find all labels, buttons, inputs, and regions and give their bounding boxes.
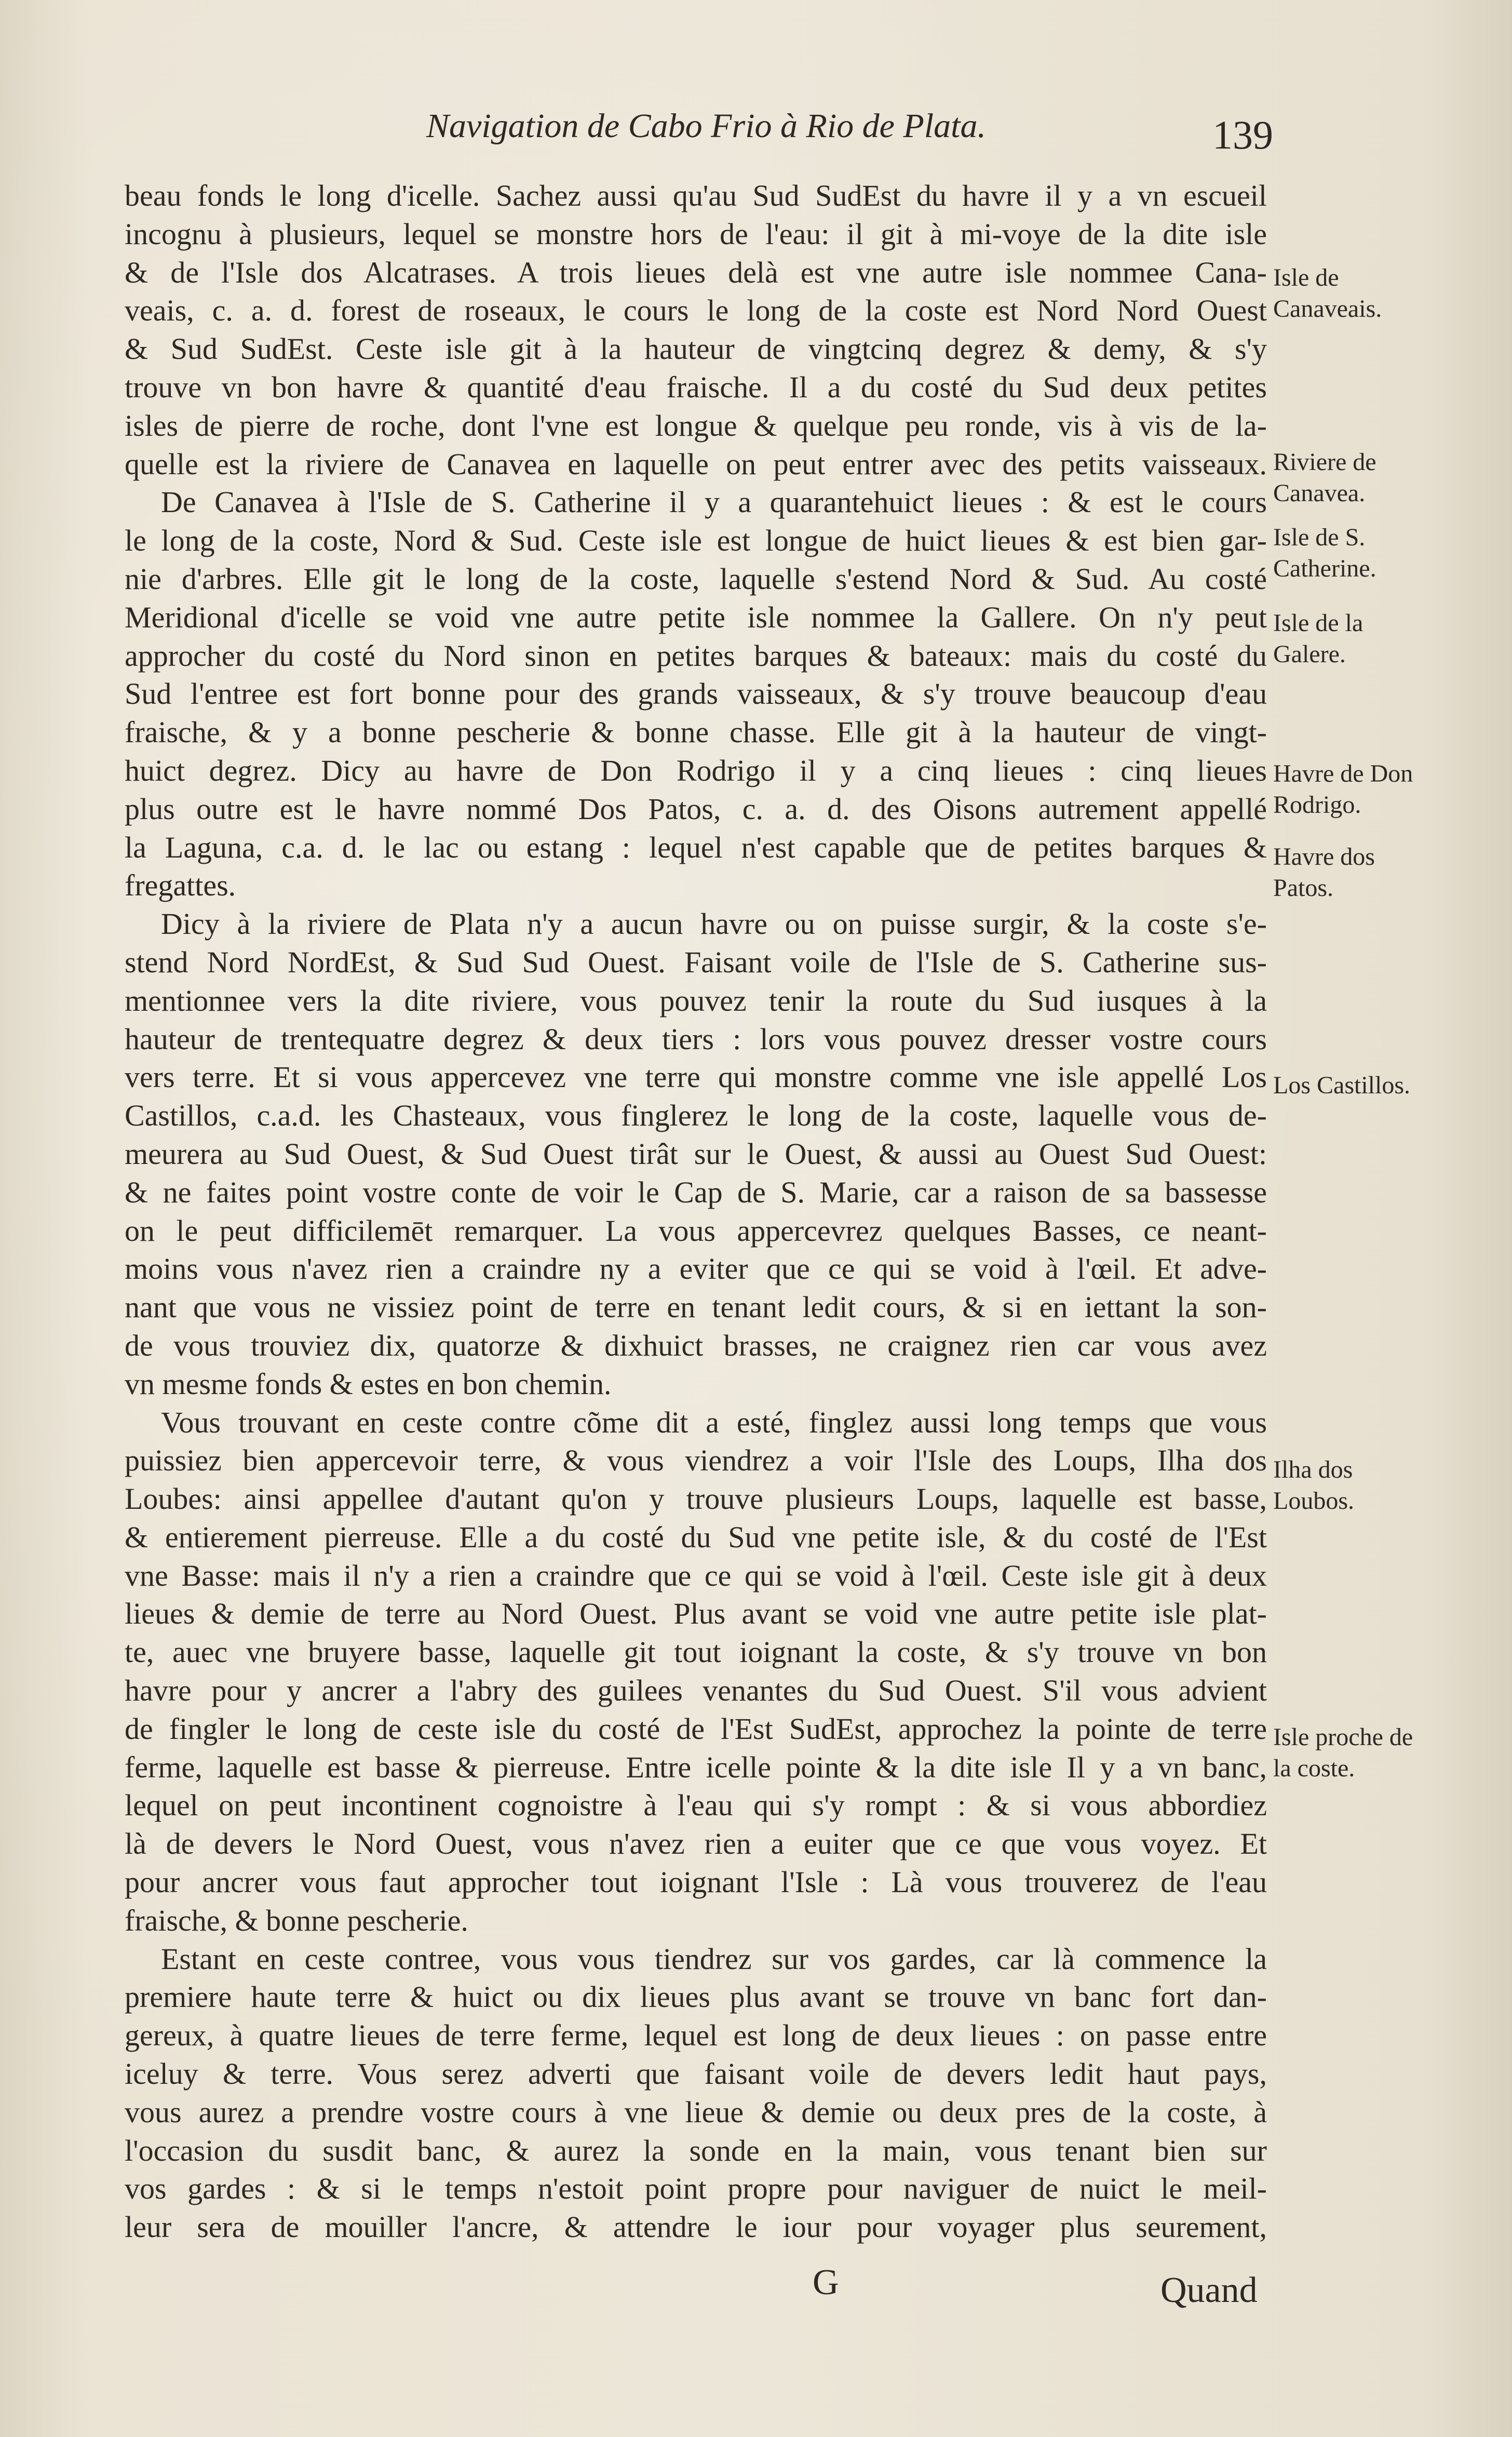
text-line: ferme, laquelle est basse & pierreuse. Entre icelle pointe & la dite isle Il y a vn banc,: [125, 1750, 1267, 1784]
text-line: vne Basse: mais il n'y a rien a craindre que ce qui se void à l'œil. Ceste isle git à deux: [125, 1558, 1267, 1592]
text-line: De Canavea à l'Isle de S. Catherine il y a quarantehuict lieues : & est le cours: [161, 485, 1267, 519]
text-line: mentionnee vers la dite riviere, vous pouvez tenir la route du Sud iusques à la: [125, 983, 1267, 1017]
text-line: incognu à plusieurs, lequel se monstre hors de l'eau: il git à mi-voye de la dite isle: [125, 217, 1267, 251]
signature-mark: G: [813, 2262, 839, 2302]
text-line: beau fonds le long d'icelle. Sachez aussi qu'au Sud SudEst du havre il y a vn escueil: [125, 179, 1267, 212]
running-head: Navigation de Cabo Frio à Rio de Plata.: [426, 107, 986, 145]
text-line: fraische, & bonne pescherie.: [125, 1903, 468, 1937]
text-line: pour ancrer vous faut approcher tout ioignant l'Isle : Là vous trouverez de l'eau: [125, 1865, 1267, 1899]
margin-note: Havre dos Patos.: [1273, 843, 1375, 902]
text-line: premiere haute terre & huict ou dix lieues plus avant se trouve vn banc fort dan-: [125, 1980, 1267, 2014]
margin-note: Isle de la Galere.: [1273, 609, 1364, 668]
text-line: là de devers le Nord Ouest, vous n'avez rien a euiter que ce que vous voyez. Et: [125, 1827, 1267, 1861]
text-line: plus outre est le havre nommé Dos Patos, c. a. d. des Oisons autrement appellé: [125, 792, 1267, 826]
text-line: on le peut difficilemēt remarquer. La vous appercevrez quelques Basses, ce neant-: [125, 1213, 1267, 1248]
page-number: 139: [1212, 112, 1273, 157]
text-line: nant que vous ne vissiez point de terre en tenant ledit cours, & si en iettant la son-: [125, 1290, 1267, 1324]
text-line: havre pour y ancrer a l'abry des guilees venantes du Sud Ouest. S'il vous advient: [125, 1673, 1267, 1708]
text-line: quelle est la riviere de Canavea en laquelle on peut entrer avec des petits vaisseaux.: [125, 447, 1267, 481]
text-line: approcher du costé du Nord sinon en petites barques & bateaux: mais du costé du: [125, 638, 1267, 673]
text-line: leur sera de mouiller l'ancre, & attendre le iour pour voyager plus seurement,: [125, 2210, 1267, 2244]
text-line: te, auec vne bruyere basse, laquelle git tout ioignant la coste, & s'y trouve vn bon: [125, 1635, 1267, 1669]
text-line: iceluy & terre. Vous serez adverti que faisant voile de devers ledit haut pays,: [125, 2057, 1267, 2091]
margin-note: Riviere de Canavea.: [1273, 448, 1376, 507]
text-line: huict degrez. Dicy au havre de Don Rodrigo il y a cinq lieues : cinq lieues: [125, 753, 1267, 787]
margin-note: Los Castillos.: [1273, 1072, 1411, 1099]
text-line: Meridional d'icelle se void vne autre petite isle nommee la Gallere. On n'y peut: [125, 600, 1267, 634]
text-line: le long de la coste, Nord & Sud. Ceste isle est longue de huict lieues & est bien gar-: [125, 524, 1267, 558]
text-line: vers terre. Et si vous appercevez vne terre qui monstre comme vne isle appellé Los: [125, 1060, 1267, 1094]
text-line: & de l'Isle dos Alcatrases. A trois lieues delà est vne autre isle nommee Cana-: [125, 255, 1267, 289]
text-line: Castillos, c.a.d. les Chasteaux, vous finglerez le long de la coste, laquelle vous de-: [125, 1099, 1267, 1133]
margin-note: Isle de Canaveais.: [1273, 264, 1382, 323]
text-line: Estant en ceste contree, vous vous tiendrez sur vos gardes, car là commence la: [161, 1941, 1267, 1976]
catchword: Quand: [1160, 2270, 1258, 2310]
margin-note: Ilha dos Loubos.: [1273, 1456, 1354, 1515]
text-line: Dicy à la riviere de Plata n'y a aucun havre ou on puisse surgir, & la coste s'e-: [161, 907, 1267, 941]
text-line: moins vous n'avez rien a craindre ny a eviter que ce qui se void à l'œil. Et adve-: [125, 1252, 1267, 1286]
text-line: Vous trouvant en ceste contre cõme dit a esté, finglez aussi long temps que vous: [161, 1405, 1267, 1439]
margin-note: Isle de S. Catherine.: [1273, 524, 1376, 582]
text-line: fraische, & y a bonne pescherie & bonne chasse. Elle git à la hauteur de vingt-: [125, 715, 1267, 749]
text-line: la Laguna, c.a. d. le lac ou estang : lequel n'est capable que de petites barques &: [125, 830, 1267, 864]
text-line: veais, c. a. d. forest de roseaux, le cours le long de la coste est Nord Nord Ouest: [125, 293, 1267, 328]
text-line: & ne faites point vostre conte de voir le Cap de S. Marie, car a raison de sa bassesse: [125, 1175, 1267, 1209]
text-line: vn mesme fonds & estes en bon chemin.: [125, 1367, 612, 1401]
body-text: [125, 177, 1267, 2246]
text-line: & entierement pierreuse. Elle a du costé du Sud vne petite isle, & du costé de l'Est: [125, 1520, 1267, 1554]
text-line: vous aurez a prendre vostre cours à vne lieue & demie ou deux pres de la coste, à: [125, 2095, 1267, 2129]
text-line: vos gardes : & si le temps n'estoit point propre pour naviguer de nuict le meil-: [125, 2172, 1267, 2206]
margin-note: Havre de Don Rodrigo.: [1273, 760, 1413, 819]
text-line: lieues & demie de terre au Nord Ouest. Plus avant se void vne autre petite isle plat-: [125, 1597, 1267, 1631]
text-line: l'occasion du susdit banc, & aurez la sonde en la main, vous tenant bien sur: [125, 2133, 1267, 2167]
margin-note: Isle proche de la coste.: [1273, 1723, 1413, 1782]
text-line: trouve vn bon havre & quantité d'eau fraische. Il a du costé du Sud deux petites: [125, 370, 1267, 404]
text-line: stend Nord NordEst, & Sud Sud Ouest. Faisant voile de l'Isle de S. Catherine sus-: [125, 945, 1267, 979]
text-line: puissiez bien appercevoir terre, & vous viendrez a voir l'Isle des Loups, Ilha dos: [125, 1443, 1267, 1478]
text-line: de fingler le long de ceste isle du costé de l'Est SudEst, approchez la pointe de terre: [125, 1711, 1267, 1746]
text-line: meurera au Sud Ouest, & Sud Ouest tirât sur le Ouest, & aussi au Ouest Sud Ouest:: [125, 1136, 1267, 1171]
text-line: Sud l'entree est fort bonne pour des grands vaisseaux, & s'y trouve beaucoup d'eau: [125, 677, 1267, 711]
text-line: Loubes: ainsi appellee d'autant qu'on y trouve plusieurs Loups, laquelle est basse,: [125, 1482, 1267, 1516]
text-line: fregattes.: [125, 868, 236, 903]
text-line: isles de pierre de roche, dont l'vne est longue & quelque peu ronde, vis à vis de la-: [125, 408, 1267, 443]
text-line: hauteur de trentequatre degrez & deux tiers : lors vous pouvez dresser vostre cours: [125, 1022, 1267, 1056]
text-line: gereux, à quatre lieues de terre ferme, lequel est long de deux lieues : on passe entre: [125, 2018, 1267, 2053]
text-line: lequel on peut incontinent cognoistre à l'eau qui s'y rompt : & si vous abbordiez: [125, 1788, 1267, 1823]
text-line: & Sud SudEst. Ceste isle git à la hauteur de vingtcinq degrez & demy, & s'y: [125, 332, 1267, 366]
text-line: de vous trouviez dix, quatorze & dixhuict brasses, ne craignez rien car vous avez: [125, 1328, 1267, 1362]
text-line: nie d'arbres. Elle git le long de la coste, laquelle s'estend Nord & Sud. Au costé: [125, 561, 1267, 596]
